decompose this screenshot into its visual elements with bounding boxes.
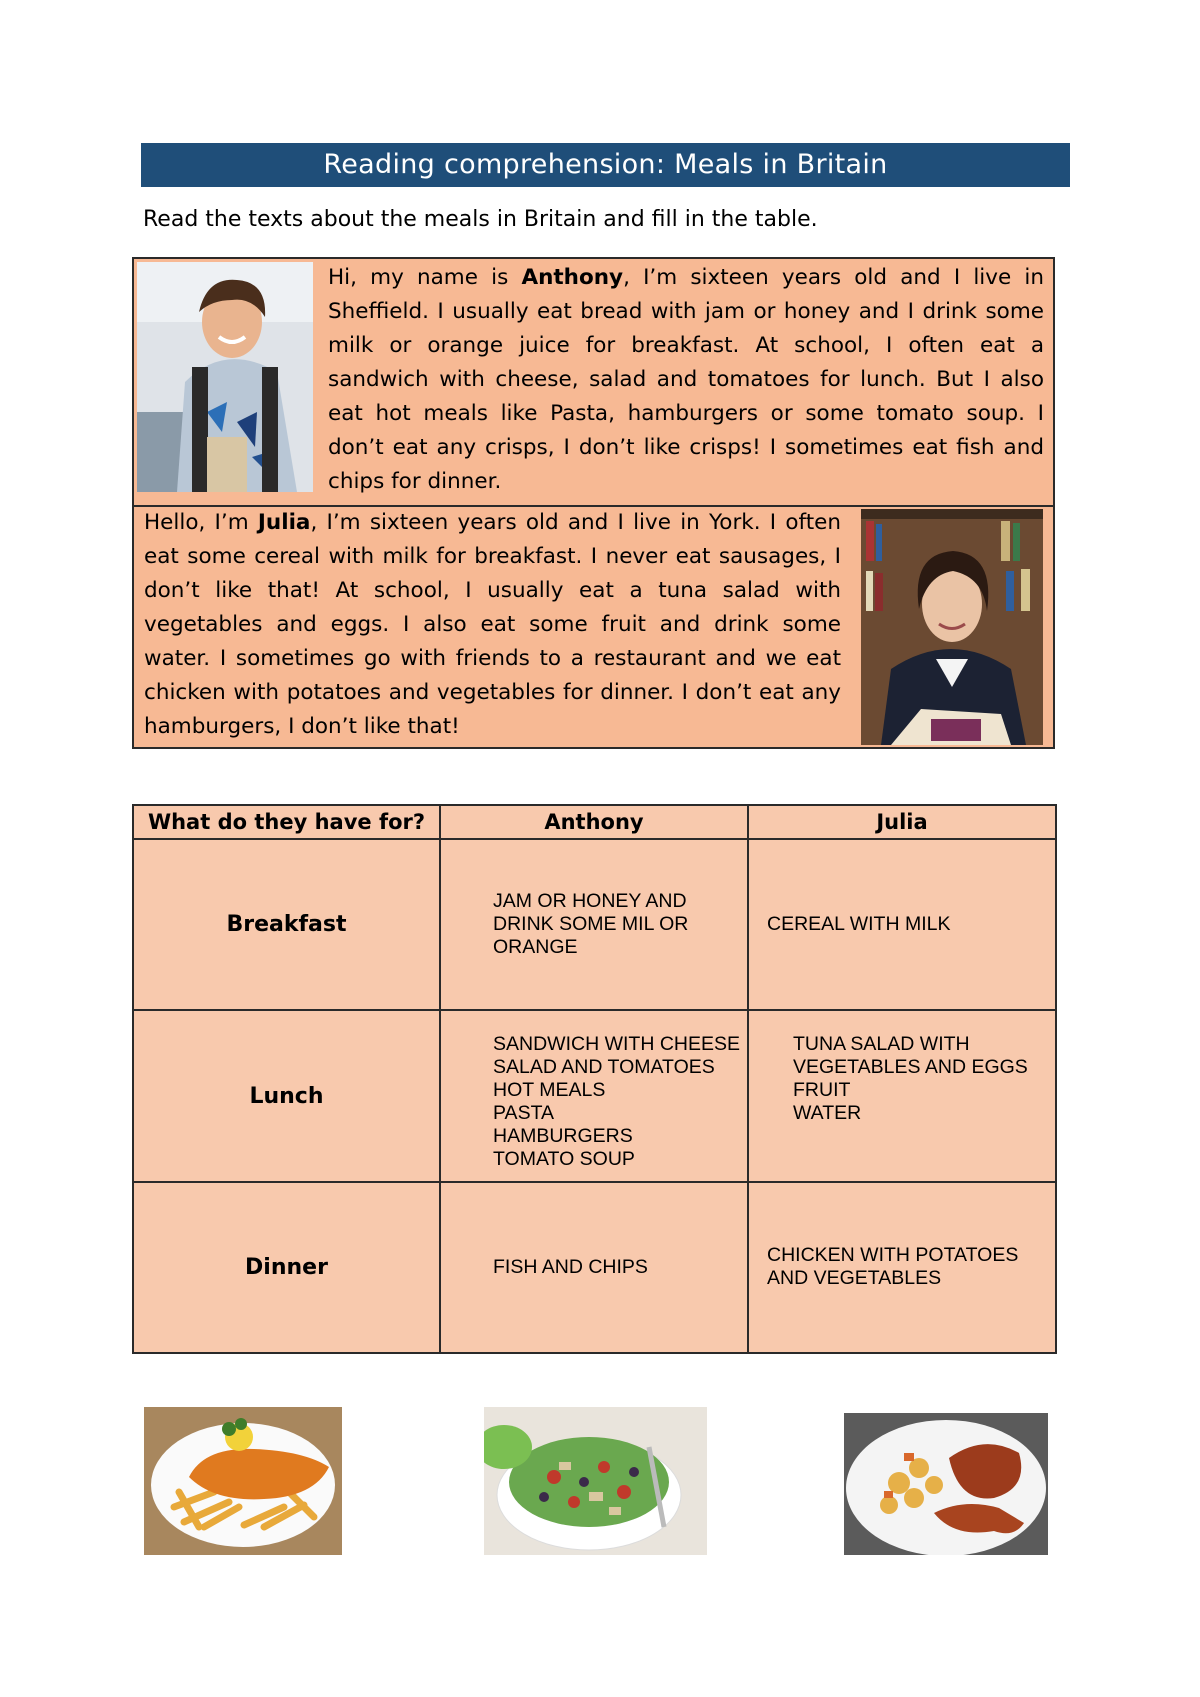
answer-line: FISH AND CHIPS	[493, 1255, 648, 1278]
anthony-photo	[137, 262, 313, 492]
julia-photo	[861, 509, 1043, 745]
answer-line: AND VEGETABLES	[767, 1267, 942, 1290]
row-label-breakfast: Breakfast	[133, 839, 440, 1010]
julia-text-intro: Hello, I’m	[144, 510, 258, 535]
julia-text	[144, 506, 841, 744]
julia-text-body: , I’m sixteen years old and I live in York. I often eat some cereal with milk for breakfast. I never eat sausages, I don’t like that! At school, I usually eat a tuna salad with vegetables and eggs. I also eat some fruit and drink some water. I sometimes go with friends to a restaurant and we eat chicken with potatoes and vegetables for dinner. I don’t eat any hamburgers, I don’t like that!	[144, 510, 841, 739]
answer-line: CEREAL WITH MILK	[767, 913, 951, 936]
header-question: What do they have for?	[133, 805, 440, 839]
anthony-text-body: , I’m sixteen years old and I live in Sheffield. I usually eat bread with jam or honey and I drink some milk or orange juice for breakfast. At school, I often eat a sandwich with cheese, salad and tomatoes for lunch. But I also eat hot meals like Pasta, hamburgers or some tomato soup. I don’t eat any crisps, I don’t like crisps! I sometimes eat fish and chips for dinner.	[328, 265, 1044, 494]
instruction-text: Read the texts about the meals in Britain and fill in the table.	[143, 207, 818, 232]
answer-anthony-lunch[interactable]	[440, 1010, 748, 1181]
answer-line: PASTA	[493, 1102, 555, 1125]
answer-line: HAMBURGERS	[493, 1125, 633, 1148]
tuna-salad-image	[484, 1407, 707, 1555]
answer-anthony-breakfast[interactable]	[440, 839, 748, 1010]
header-anthony: Anthony	[440, 805, 748, 839]
answer-julia-dinner[interactable]	[748, 1182, 1056, 1353]
answer-line: CHICKEN WITH POTATOES	[767, 1244, 1019, 1267]
answer-line: HOT MEALS	[493, 1079, 606, 1102]
answer-line: VEGETABLES AND EGGS	[793, 1056, 1028, 1079]
row-label-lunch: Lunch	[133, 1010, 440, 1181]
julia-name: Julia	[257, 510, 311, 535]
answer-line: FRUIT	[793, 1079, 851, 1102]
fish-and-chips-image	[144, 1407, 342, 1555]
table-row-breakfast	[133, 839, 1056, 1010]
table-header-row	[133, 805, 1056, 839]
answer-anthony-dinner[interactable]	[440, 1182, 748, 1353]
answer-line: SALAD AND TOMATOES	[493, 1056, 715, 1079]
anthony-text-intro: Hi, my name is	[328, 265, 522, 290]
table-row-lunch	[133, 1010, 1056, 1181]
answer-line: JAM OR HONEY AND	[493, 890, 687, 913]
anthony-name: Anthony	[521, 265, 624, 290]
table-row-dinner	[133, 1182, 1056, 1353]
answer-line: WATER	[793, 1102, 862, 1125]
answer-line: ORANGE	[493, 936, 578, 959]
answer-julia-lunch[interactable]	[748, 1010, 1056, 1181]
answer-julia-breakfast[interactable]	[748, 839, 1056, 1010]
reading-texts-box	[132, 257, 1055, 749]
anthony-text	[328, 261, 1044, 499]
answer-line: TUNA SALAD WITH	[793, 1033, 970, 1056]
answer-line: TOMATO SOUP	[493, 1148, 635, 1171]
header-julia: Julia	[748, 805, 1056, 839]
page-title: Reading comprehension: Meals in Britain	[141, 143, 1070, 187]
row-label-dinner: Dinner	[133, 1182, 440, 1353]
chicken-with-potatoes-image	[844, 1413, 1048, 1555]
answer-line: SANDWICH WITH CHEESE	[493, 1033, 741, 1056]
meals-table	[132, 804, 1057, 1354]
answer-line: DRINK SOME MIL OR	[493, 913, 689, 936]
